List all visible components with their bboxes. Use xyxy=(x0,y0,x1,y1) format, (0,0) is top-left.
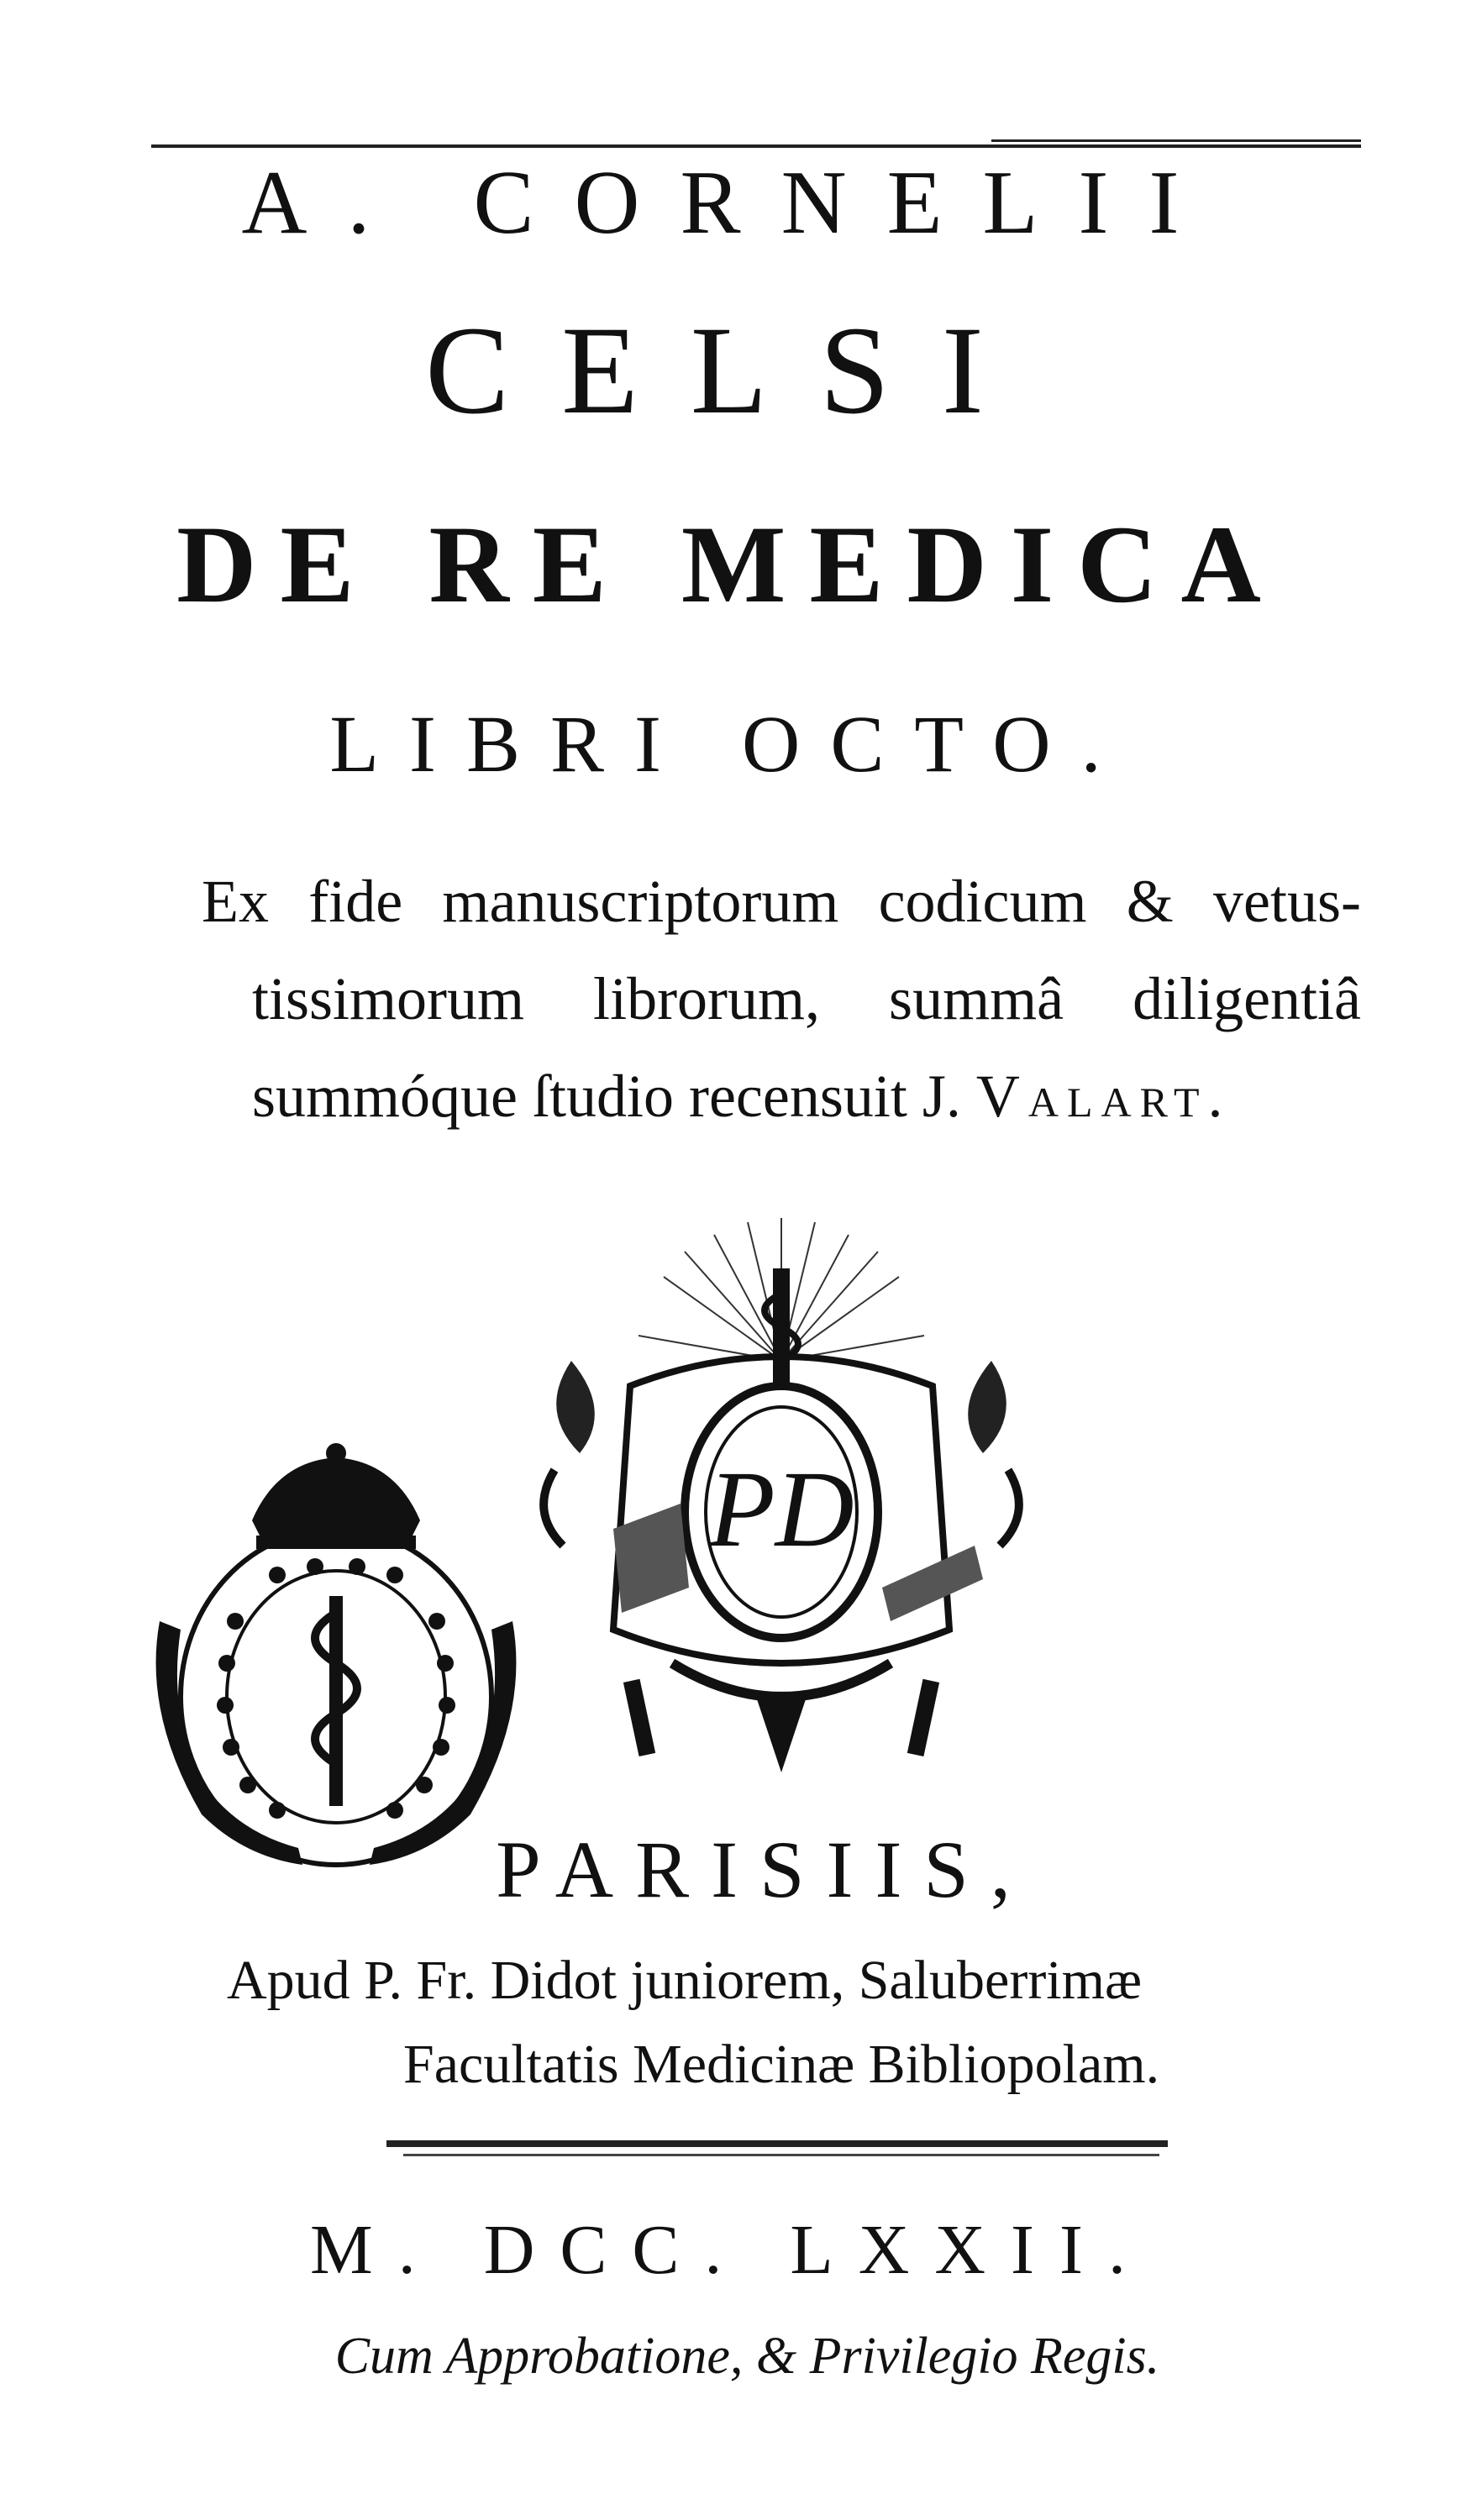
top-rule xyxy=(151,144,1361,148)
description-line-2: tissimorum librorum, summâ diligentiâ xyxy=(252,965,1361,1032)
printers-ornament-icon xyxy=(504,1193,1059,1781)
work-subtitle: LIBRI OCTO. xyxy=(329,699,1132,789)
top-rule-short xyxy=(991,139,1361,142)
imprint-rule-thin xyxy=(403,2154,1159,2156)
description-line-3 xyxy=(252,1047,1344,1145)
imprint-date: M. DCC. LXXII. xyxy=(310,2211,1151,2289)
privilege-line: Cum Approbatione, & Privilegio Regis. xyxy=(334,2328,1160,2385)
imprint-publisher-line-1: Apud P. Fr. Didot juniorem, Saluberrimæ xyxy=(227,1950,1142,2011)
description-line-1: Ex fide manuscriptorum codicum & vetus- xyxy=(202,868,1361,935)
imprint-place: PARISIIS, xyxy=(496,1824,1033,1914)
author-praenomen-line: A. CORNELII xyxy=(241,153,1220,253)
svg-text:PD: PD xyxy=(708,1449,854,1570)
work-title: DE RE MEDICA xyxy=(176,502,1285,626)
library-stamp-icon xyxy=(109,1394,546,1882)
description-line-3-text: summóque ſtudio recensuit J. xyxy=(252,1063,976,1130)
author-name-line: CELSI xyxy=(425,301,1036,440)
imprint-rule xyxy=(386,2140,1168,2147)
editor-name: Valart. xyxy=(975,1063,1232,1130)
imprint-publisher-line-2: Facultatis Medicinæ Bibliopolam. xyxy=(403,2034,1160,2095)
